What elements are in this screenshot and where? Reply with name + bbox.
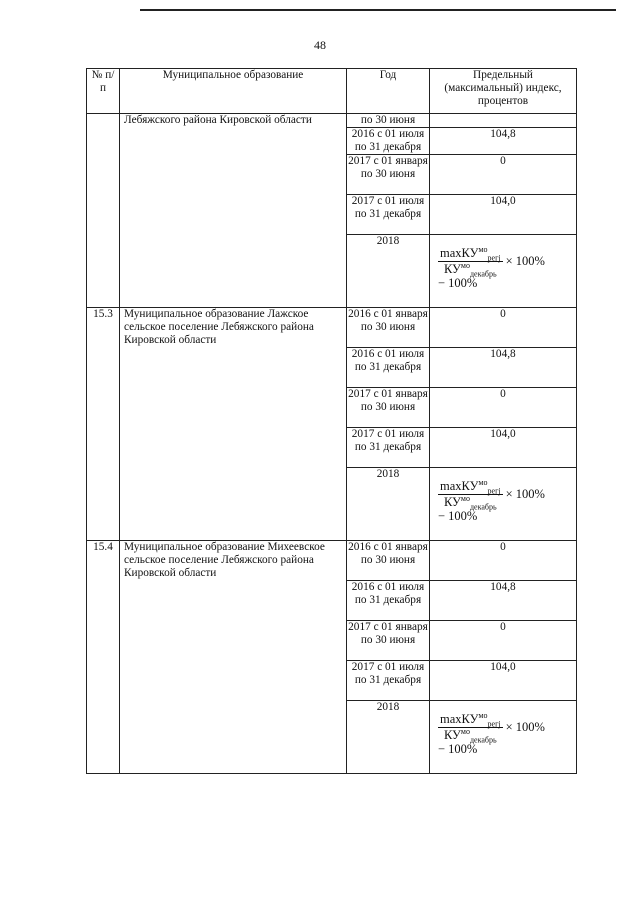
formula-denominator: КУ [443, 495, 461, 509]
header-municipality: Муниципальное образование [120, 69, 347, 114]
index-value: 0 [430, 541, 577, 581]
period-cell: по 30 июня [347, 114, 430, 128]
index-value: 104,8 [430, 581, 577, 621]
period-cell: 2016 с 01 июля по 31 декабря [347, 581, 430, 621]
index-value: 0 [430, 621, 577, 661]
index-formula: $\frac{\max КУ^{мо}_{регj}}{КУ^{мо}_{декабрь}}$ × 100% [440, 244, 545, 279]
period-cell: 2016 с 01 июля по 31 декабря [347, 128, 430, 155]
period-cell: 2018 [347, 701, 430, 774]
municipality-name: Муниципальное образование Лажское сельское поселение Лебяжского района Кировской области [120, 308, 347, 541]
municipality-name: Лебяжского района Кировской области [120, 114, 347, 308]
formula-numerator: maxКУ [440, 479, 479, 493]
formula-minus: − 100% [438, 509, 478, 523]
formula-numerator: maxКУ [440, 712, 479, 726]
top-rule [140, 9, 616, 11]
header-year: Год [347, 69, 430, 114]
index-value: 0 [430, 388, 577, 428]
formula-cell [430, 235, 577, 308]
period-cell: 2017 с 01 января по 30 июня [347, 388, 430, 428]
table-row [87, 114, 577, 128]
table-row [87, 308, 577, 348]
period-cell: 2017 с 01 июля по 31 декабря [347, 195, 430, 235]
period-cell: 2016 с 01 января по 30 июня [347, 308, 430, 348]
formula-times: × 100% [505, 487, 545, 501]
period-cell: 2016 с 01 января по 30 июня [347, 541, 430, 581]
formula-times: × 100% [505, 720, 545, 734]
formula-minus: − 100% [438, 742, 478, 756]
page-number: 48 [314, 38, 326, 52]
row-number [87, 114, 120, 308]
period-cell: 2016 с 01 июля по 31 декабря [347, 348, 430, 388]
header-num: № п/п [87, 69, 120, 114]
formula-cell [430, 468, 577, 541]
index-value [430, 114, 577, 128]
formula-times: × 100% [505, 254, 545, 268]
formula-denominator: КУ [443, 728, 461, 742]
index-value: 0 [430, 155, 577, 195]
formula-denominator: КУ [443, 262, 461, 276]
period-cell: 2017 с 01 января по 30 июня [347, 155, 430, 195]
table-header-row [87, 69, 577, 114]
period-cell: 2018 [347, 468, 430, 541]
row-number: 15.3 [87, 308, 120, 541]
row-number: 15.4 [87, 541, 120, 774]
formula-cell [430, 701, 577, 774]
table-row [87, 541, 577, 581]
municipality-name: Муниципальное образование Михеевское сельское поселение Лебяжского района Кировской области [120, 541, 347, 774]
index-value: 104,8 [430, 348, 577, 388]
index-value: 104,0 [430, 428, 577, 468]
index-formula: $\frac{\max КУ^{мо}_{регj}}{КУ^{мо}_{декабрь}}$ × 100% [440, 710, 545, 745]
period-cell: 2017 с 01 января по 30 июня [347, 621, 430, 661]
formula-numerator: maxКУ [440, 246, 479, 260]
index-formula: $\frac{\max КУ^{мо}_{регj}}{КУ^{мо}_{декабрь}}$ × 100% [440, 477, 545, 512]
period-cell: 2018 [347, 235, 430, 308]
period-cell: 2017 с 01 июля по 31 декабря [347, 661, 430, 701]
period-cell: 2017 с 01 июля по 31 декабря [347, 428, 430, 468]
index-value: 0 [430, 308, 577, 348]
index-value: 104,0 [430, 195, 577, 235]
tariff-index-table [86, 68, 577, 774]
header-index: Предельный (максимальный) индекс, процентов [430, 69, 577, 114]
index-value: 104,0 [430, 661, 577, 701]
formula-minus: − 100% [438, 276, 478, 290]
index-value: 104,8 [430, 128, 577, 155]
